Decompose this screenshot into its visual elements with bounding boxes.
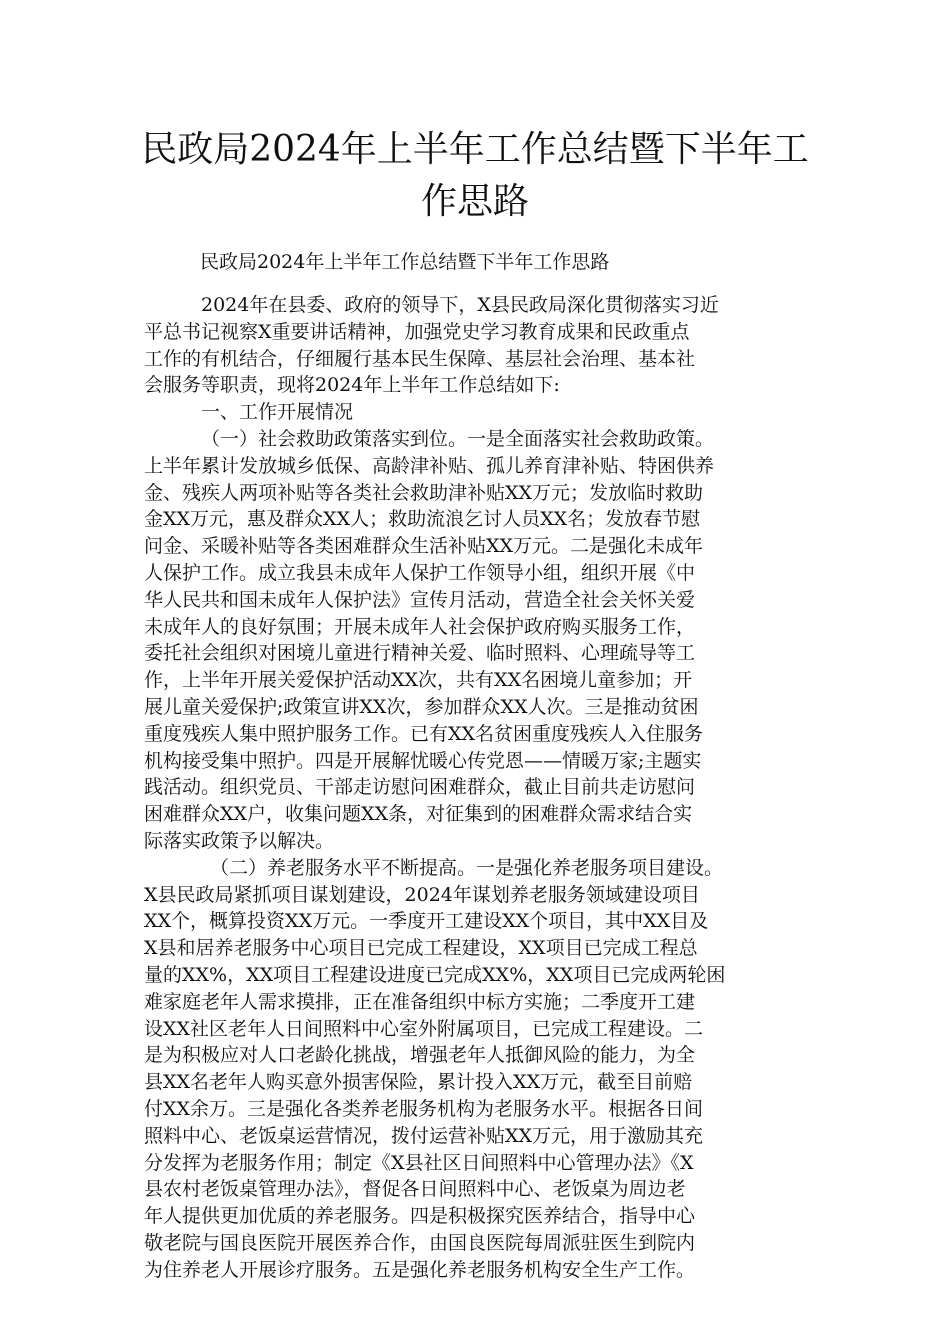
title-line-1: 民政局2024年上半年工作总结暨下半年工 — [141, 129, 809, 170]
paragraph-line: 会服务等职责，现将2024年上半年工作总结如下: — [144, 374, 560, 397]
paragraph-line: 量的XX%，XX项目工程建设进度已完成XX%，XX项目已完成两轮困 — [144, 963, 726, 986]
paragraph-line: 上半年累计发放城乡低保、高龄津补贴、孤儿养育津补贴、特困供养 — [144, 454, 715, 477]
paragraph-line: 付XX余万。三是强化各类养老服务机构为老服务水平。根据各日间 — [144, 1097, 704, 1120]
paragraph-line: 工作的有机结合，仔细履行基本民生保障、基层社会治理、基本社 — [144, 347, 696, 370]
paragraph-line: 难家庭老年人需求摸排，正在准备组织中标方实施；二季度开工建 — [144, 990, 696, 1013]
paragraph-line: 为住养老人开展诊疗服务。五是强化养老服务机构安全生产工作。 — [144, 1258, 696, 1281]
paragraph-line: 平总书记视察X重要讲话精神，加强党史学习教育成果和民政重点 — [144, 320, 690, 343]
paragraph-line: 金XX万元，惠及群众XX人；救助流浪乞讨人员XX名；发放春节慰 — [144, 508, 701, 531]
paragraph-line: 分发挥为老服务作用；制定《X县社区日间照料中心管理办法》《X — [144, 1151, 694, 1174]
paragraph-line: 践活动。组织党员、干部走访慰问困难群众，截止目前共走访慰问 — [144, 776, 696, 799]
paragraph-line: 机构接受集中照护。四是开展解忧暖心传党恩——情暖万家;主题实 — [144, 749, 702, 772]
paragraph-line: 人保护工作。成立我县未成年人保护工作领导小组，组织开展《中 — [144, 561, 696, 584]
paragraph-line: 作，上半年开展关爱保护活动XX次，共有XX名困境儿童参加；开 — [144, 669, 693, 692]
paragraph-line: 县XX名老年人购买意外损害保险，累计投入XX万元，截至目前赔 — [144, 1071, 693, 1094]
document-subtitle: 民政局2024年上半年工作总结暨下半年工作思路 — [200, 251, 610, 273]
paragraph-line: 华人民共和国未成年人保护法》宣传月活动，营造全社会关怀关爱 — [144, 588, 696, 611]
paragraph-line: 是为积极应对人口老龄化挑战，增强老年人抵御风险的能力，为全 — [144, 1044, 696, 1067]
document-body — [144, 292, 814, 1283]
paragraph-line: 年人提供更加优质的养老服务。四是积极探究医养结合，指导中心 — [144, 1205, 696, 1228]
paragraph-line: （一）社会救助政策落实到位。一是全面落实社会救助政策。 — [201, 427, 715, 450]
paragraph-line: 照料中心、老饭桌运营情况，拨付运营补贴XX万元，用于激励其充 — [144, 1124, 704, 1147]
paragraph-line: 问金、采暖补贴等各类困难群众生活补贴XX万元。二是强化未成年 — [144, 535, 704, 558]
paragraph-line: 金、残疾人两项补贴等各类社会救助津补贴XX万元；发放临时救助 — [144, 481, 704, 504]
paragraph-line: 重度残疾人集中照护服务工作。已有XX名贫困重度残疾人入住服务 — [144, 722, 704, 745]
document-title — [140, 124, 810, 228]
title-line-2: 作思路 — [420, 181, 529, 222]
paragraph-line: 委托社会组织对困境儿童进行精神关爱、临时照料、心理疏导等工 — [144, 642, 696, 665]
paragraph-line: X县民政局紧抓项目谋划建设，2024年谋划养老服务领域建设项目 — [144, 883, 700, 906]
paragraph-line: 未成年人的良好氛围；开展未成年人社会保护政府购买服务工作， — [144, 615, 696, 638]
section-heading: 一、工作开展情况 — [201, 401, 354, 424]
paragraph-line: XX个，概算投资XX万元。一季度开工建设XX个项目，其中XX目及 — [144, 910, 709, 933]
paragraph-line: X县和居养老服务中心项目已完成工程建设，XX项目已完成工程总 — [144, 937, 698, 960]
paragraph-line: （二）养老服务水平不断提高。一是强化养老服务项目建设。 — [210, 856, 724, 879]
paragraph-line: 展儿童关爱保护;政策宣讲XX次，参加群众XX人次。三是推动贫困 — [144, 695, 699, 718]
paragraph-line: 困难群众XX户，收集问题XX条，对征集到的困难群众需求结合实 — [144, 803, 693, 826]
paragraph-line: 设XX社区老年人日间照料中心室外附属项目，已完成工程建设。二 — [144, 1017, 704, 1040]
paragraph-line: 2024年在县委、政府的领导下，X县民政局深化贯彻落实习近 — [201, 294, 719, 316]
paragraph-line: 际落实政策予以解决。 — [144, 829, 335, 852]
paragraph-line: 县农村老饭桌管理办法》，督促各日间照料中心、老饭桌为周边老 — [144, 1178, 686, 1201]
paragraph-line: 敬老院与国良医院开展医养合作，由国良医院每周派驻医生到院内 — [144, 1231, 696, 1254]
